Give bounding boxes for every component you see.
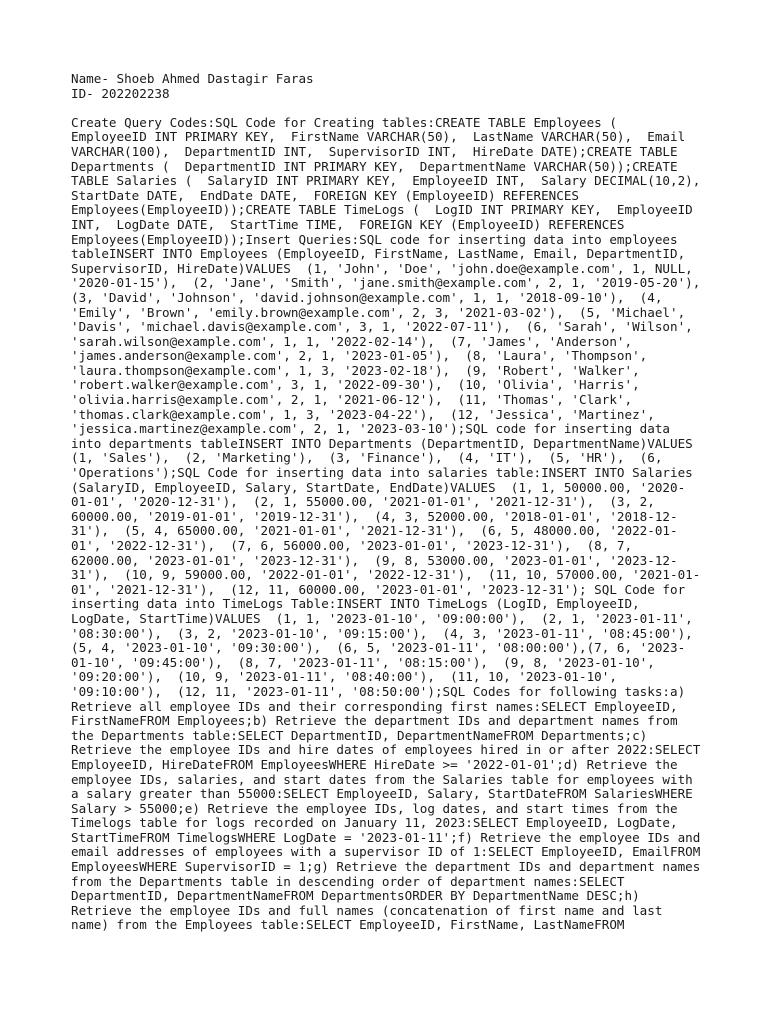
body-text-line: 'Emily', 'Brown', 'emily.brown@example.com', 2, 3, '2021-03-02'), (5, 'Michael', — [71, 304, 686, 320]
body-text-line: '09:20:00'), (10, 9, '2023-01-11', '08:40:00'), (11, 10, '2023-01-10', — [71, 669, 617, 685]
body-text-line: Create Query Codes:SQL Code for Creating tables:CREATE TABLE Employees ( — [71, 114, 617, 130]
body-text-line: inserting data into TimeLogs Table:INSERT INTO TimeLogs (LogID, EmployeeID, — [71, 596, 640, 612]
body-text-line: 'Davis', 'michael.davis@example.com', 3, 1, '2022-07-11'), (6, 'Sarah', 'Wilson', — [71, 319, 693, 335]
body-text-line: (3, 'David', 'Johnson', 'david.johnson@example.com', 1, 1, '2018-09-10'), (4, — [71, 289, 663, 305]
id-line: ID- 202202238 — [71, 85, 170, 101]
body-text-line: into departments tableINSERT INTO Departments (DepartmentID, DepartmentName)VALUES — [71, 435, 693, 451]
body-text-line: 60000.00, '2019-01-01', '2019-12-31'), (4, 3, 52000.00, '2018-01-01', '2018-12- — [71, 508, 678, 524]
body-text-line: (1, 'Sales'), (2, 'Marketing'), (3, 'Finance'), (4, 'IT'), (5, 'HR'), (6, — [71, 450, 663, 466]
body-text-line: 31'), (5, 4, 65000.00, '2021-01-01', '2021-12-31'), (6, 5, 48000.00, '2022-01- — [71, 523, 678, 539]
body-text-line: Employees(EmployeeID));Insert Queries:SQL code for inserting data into employees — [71, 231, 678, 247]
spacer — [71, 101, 711, 116]
body-text-line: INT, LogDate DATE, StartTime TIME, FOREIGN KEY (EmployeeID) REFERENCES — [71, 216, 625, 232]
name-line: Name- Shoeb Ahmed Dastagir Faras — [71, 71, 314, 86]
body-text-line: '08:30:00'), (3, 2, '2023-01-10', '09:15:00'), (4, 3, '2023-01-11', '08:45:00'), — [71, 625, 693, 641]
body-text-line: StartDate DATE, EndDate DATE, FOREIGN KEY (EmployeeID) REFERENCES — [71, 187, 579, 203]
body-text-line: a salary greater than 55000:SELECT EmployeeID, Salary, StartDateFROM SalariesWHERE — [71, 786, 693, 802]
body-text-line: (5, 4, '2023-01-10', '09:30:00'), (6, 5, '2023-01-11', '08:00:00'),(7, 6, '2023- — [71, 640, 686, 656]
body-text-line: 'sarah.wilson@example.com', 1, 1, '2022-02-14'), (7, 'James', 'Anderson', — [71, 333, 633, 349]
body-text-line: Timelogs table for logs recorded on January 11, 2023:SELECT EmployeeID, LogDate, — [71, 815, 678, 831]
document-body — [71, 116, 711, 933]
body-text-line: 62000.00, '2023-01-01', '2023-12-31'), (9, 8, 53000.00, '2023-01-01', '2023-12- — [71, 552, 678, 568]
body-text-line: EmployeeID INT PRIMARY KEY, FirstName VARCHAR(50), LastName VARCHAR(50), Email — [71, 129, 686, 145]
body-text-line: '09:10:00'), (12, 11, '2023-01-11', '08:50:00');SQL Codes for following tasks:a) — [71, 683, 686, 699]
body-text-line: SupervisorID, HireDate)VALUES (1, 'John', 'Doe', 'john.doe@example.com', 1, NULL, — [71, 260, 693, 276]
body-text-line: 'laura.thompson@example.com', 1, 3, '2023-02-18'), (9, 'Robert', 'Walker', — [71, 362, 640, 378]
body-text-line: email addresses of employees with a supervisor ID of 1:SELECT EmployeeID, EmailFROM — [71, 844, 701, 860]
body-text-line: 'Operations');SQL Code for inserting data into salaries table:INSERT INTO Salaries — [71, 465, 693, 481]
body-text-line: the Departments table:SELECT DepartmentID, DepartmentNameFROM Departments;c) — [71, 727, 648, 743]
body-text-line: (SalaryID, EmployeeID, Salary, StartDate, EndDate)VALUES (1, 1, 50000.00, '2020- — [71, 479, 686, 495]
body-text-line: Salary > 55000;e) Retrieve the employee IDs, log dates, and start times from the — [71, 800, 678, 816]
body-text-line: 'thomas.clark@example.com', 1, 3, '2023-04-22'), (12, 'Jessica', 'Martinez', — [71, 406, 655, 422]
body-text-line: employee IDs, salaries, and start dates from the Salaries table for employees with — [71, 771, 693, 787]
body-text-line: EmployeesWHERE SupervisorID = 1;g) Retrieve the department IDs and department names — [71, 859, 701, 875]
body-text-line: EmployeeID, HireDateFROM EmployeesWHERE HireDate >= '2022-01-01';d) Retrieve the — [71, 756, 678, 772]
body-text-line: Departments ( DepartmentID INT PRIMARY KEY, DepartmentName VARCHAR(50));CREATE — [71, 158, 678, 174]
body-text-line: Retrieve the employee IDs and hire dates of employees hired in or after 2022:SELECT — [71, 742, 701, 758]
body-text-line: 'james.anderson@example.com', 2, 1, '2023-01-05'), (8, 'Laura', 'Thompson', — [71, 348, 648, 364]
document-page — [71, 72, 711, 933]
body-text-line: 01-01', '2020-12-31'), (2, 1, 55000.00, '2021-01-01', '2021-12-31'), (3, 2, — [71, 494, 655, 510]
body-text-line: StartTimeFROM TimelogsWHERE LogDate = '2023-01-11';f) Retrieve the employee IDs and — [71, 829, 701, 845]
body-text-line: 01', '2021-12-31'), (12, 11, 60000.00, '2023-01-01', '2023-12-31'); SQL Code for — [71, 581, 686, 597]
body-text-line: 'jessica.martinez@example.com', 2, 1, '2023-03-10');SQL code for inserting data — [71, 421, 670, 437]
body-text-line: LogDate, StartTime)VALUES (1, 1, '2023-01-10', '09:00:00'), (2, 1, '2023-01-11', — [71, 610, 693, 626]
body-text-line: 'robert.walker@example.com', 3, 1, '2022-09-30'), (10, 'Olivia', 'Harris', — [71, 377, 640, 393]
body-text-line: 01', '2022-12-31'), (7, 6, 56000.00, '2023-01-01', '2023-12-31'), (8, 7, — [71, 538, 633, 553]
body-text-line: tableINSERT INTO Employees (EmployeeID, FirstName, LastName, Email, DepartmentID, — [71, 246, 686, 262]
body-text-line: from the Departments table in descending order of department names:SELECT — [71, 873, 625, 889]
body-text-line: FirstNameFROM Employees;b) Retrieve the department IDs and department names from — [71, 713, 678, 729]
body-text-line: VARCHAR(100), DepartmentID INT, SupervisorID INT, HireDate DATE);CREATE TABLE — [71, 143, 678, 159]
body-text-line: name) from the Employees table:SELECT EmployeeID, FirstName, LastNameFROM — [71, 917, 625, 933]
body-text-line: Retrieve all employee IDs and their corresponding first names:SELECT EmployeeID, — [71, 698, 678, 714]
body-text-line: DepartmentID, DepartmentNameFROM DepartmentsORDER BY DepartmentName DESC;h) — [71, 888, 640, 904]
body-text-line: TABLE Salaries ( SalaryID INT PRIMARY KEY, EmployeeID INT, Salary DECIMAL(10,2), — [71, 173, 701, 189]
body-text-line: '2020-01-15'), (2, 'Jane', 'Smith', 'jane.smith@example.com', 2, 1, '2019-05-20'), — [71, 275, 701, 291]
body-text-line: Employees(EmployeeID));CREATE TABLE TimeLogs ( LogID INT PRIMARY KEY, EmployeeID — [71, 202, 693, 218]
body-text-line: 'olivia.harris@example.com', 2, 1, '2021-06-12'), (11, 'Thomas', 'Clark', — [71, 392, 633, 408]
body-text-line: 01-10', '09:45:00'), (8, 7, '2023-01-11', '08:15:00'), (9, 8, '2023-01-10', — [71, 654, 655, 670]
body-text-line: 31'), (10, 9, 59000.00, '2022-01-01', '2022-12-31'), (11, 10, 57000.00, '2021-01- — [71, 567, 701, 583]
body-text-line: Retrieve the employee IDs and full names (concatenation of first name and last — [71, 902, 663, 918]
